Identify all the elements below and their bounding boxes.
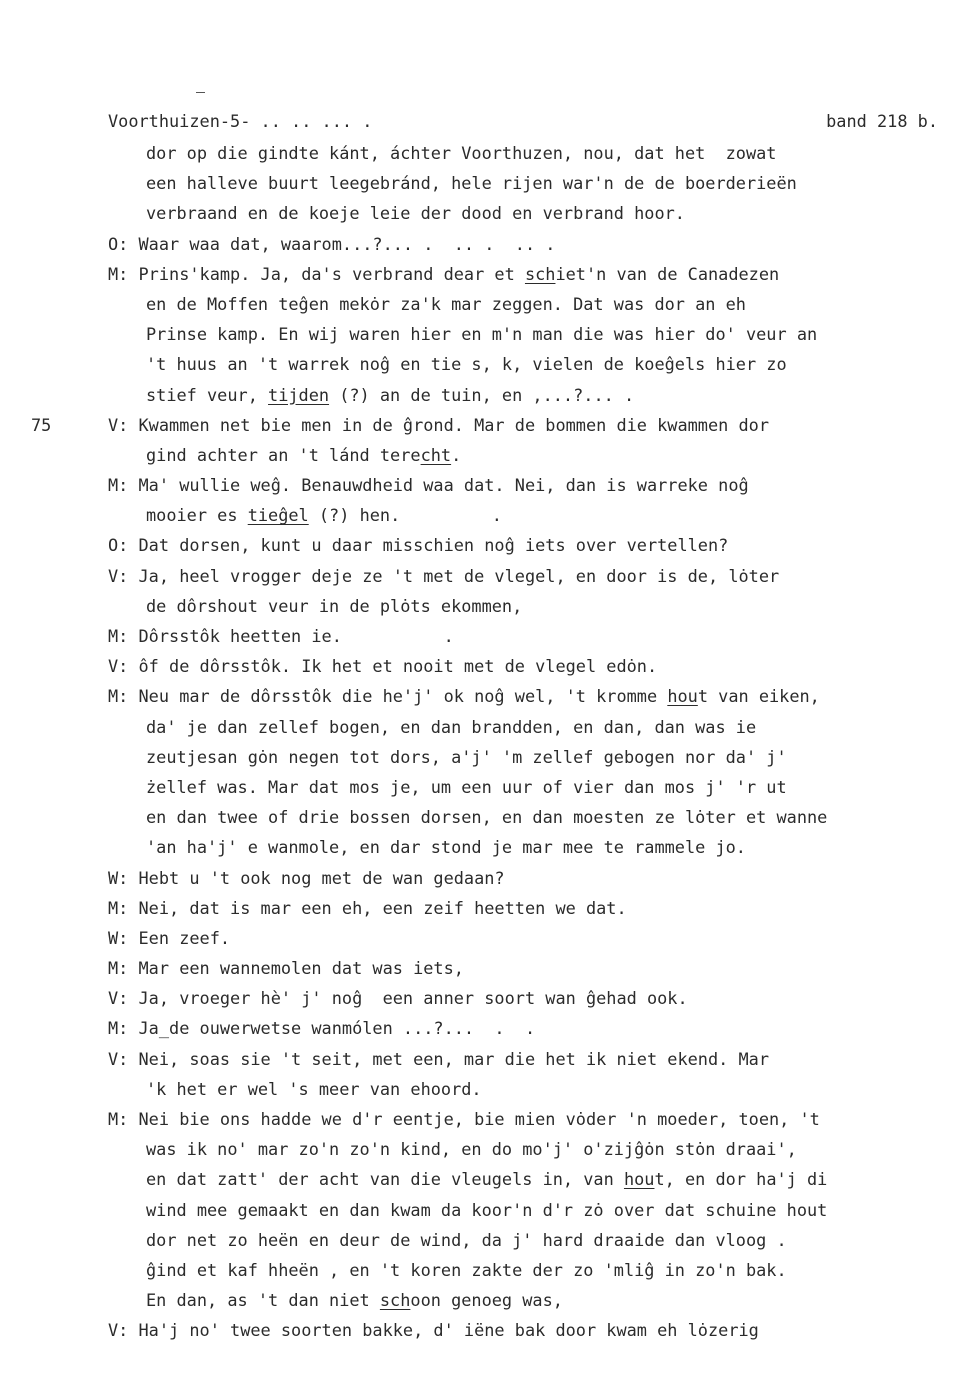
line-text [146, 1164, 827, 1194]
transcript-line [0, 923, 979, 953]
line-text [146, 1285, 563, 1315]
text-segment: iet'n van de Canadezen [555, 263, 780, 284]
text-segment: gind achter an 't lánd tere [146, 444, 421, 465]
text-segment: 't huus an 't warrek noĝ en tie s, k, vielen de koeĝels hier zo [146, 354, 787, 375]
speaker-label: M: [108, 958, 139, 979]
transcript-line [0, 1074, 979, 1104]
line-text [108, 229, 555, 259]
speaker-label: V: [108, 1048, 139, 1069]
margin-line-number: 75 [31, 414, 52, 435]
transcript-line [0, 168, 979, 198]
line-text [108, 983, 688, 1013]
line-text [108, 1044, 769, 1074]
text-segment: de dôrshout veur in de plȯts ekommen, [146, 595, 523, 616]
speaker-label: M: [108, 686, 139, 707]
line-text [146, 500, 502, 530]
speaker-label: M: [108, 626, 139, 646]
line-text [146, 802, 827, 832]
text-segment: . [451, 444, 462, 465]
speaker-label: W: [108, 867, 139, 888]
line-text [108, 1013, 535, 1043]
line-text [146, 168, 797, 198]
line-text [146, 1074, 482, 1104]
transcript-line [0, 802, 979, 832]
line-text [146, 712, 756, 742]
line-text [146, 742, 787, 772]
page-header [108, 108, 938, 134]
text-segment: Ja_de ouwerwetse wanmólen ...?... . . [138, 1018, 536, 1039]
text-segment: (?) hen. . [308, 505, 502, 526]
line-text [146, 591, 522, 621]
speaker-label: V: [108, 565, 139, 586]
header-tape-number: band 218 b. [826, 111, 938, 131]
text-segment: 'k het er wel 's meer van ehoord. [146, 1078, 482, 1099]
text-segment: dor net zo heën en deur de wind, da j' hard draaide dan vloog . [146, 1229, 787, 1250]
transcript-line [0, 1104, 979, 1134]
transcript-line [0, 410, 979, 440]
text-segment: żellef was. Mar dat mos je, um een uur of vier dan mos j' 'r ut [146, 776, 787, 797]
line-text [146, 198, 685, 228]
line-text [108, 681, 820, 711]
text-segment: Nei, soas sie 't seit, met een, mar die het ik niet ekend. Mar [138, 1048, 769, 1069]
line-text [108, 651, 657, 681]
text-segment: was ik no' mar zo'n zo'n kind, en do mo'j' o'zijĝȯn stȯn draai', [146, 1139, 797, 1160]
transcript-line [0, 742, 979, 772]
text-segment: Ha'j no' twee soorten bakke, d' iëne bak door kwam eh lȯzerig [138, 1320, 759, 1341]
text-segment: Kwammen net bie men in de ĝrond. Mar de bommen die kwammen dor [138, 414, 769, 435]
text-segment: t van eiken, [697, 686, 820, 707]
transcript-line [0, 1315, 979, 1345]
transcript-body [0, 138, 979, 1346]
transcript-line [0, 681, 979, 711]
text-segment: Prinse kamp. En wij waren hier en m'n man die was hier do' veur an [146, 324, 818, 345]
line-text [108, 530, 728, 560]
transcript-line [0, 530, 979, 560]
transcript-line [0, 319, 979, 349]
text-segment: en de Moffen teĝen mekȯr za'k mar zeggen. Dat was dor an eh [146, 293, 746, 314]
transcript-line [0, 591, 979, 621]
line-text [108, 621, 454, 651]
transcript-line [0, 138, 979, 168]
text-segment: ôf de dôrsstôk. Ik het et nooit met de vlegel edȯn. [138, 656, 658, 677]
text-segment: Waar waa dat, waarom...?... . .. . .. . [138, 233, 556, 254]
speaker-label: V: [108, 988, 139, 1009]
transcript-line [0, 198, 979, 228]
line-text [146, 1134, 797, 1164]
text-segment: Nei, dat is mar een eh, een zeif heetten we dat. [138, 897, 627, 918]
text-segment: Dôrsstôk heetten ie. . [138, 626, 454, 646]
transcript-line [0, 953, 979, 983]
transcript-line [0, 289, 979, 319]
speaker-label: M: [108, 1018, 139, 1039]
text-segment: stief veur, [146, 384, 269, 405]
top-dash-mark [196, 92, 205, 93]
header-location: Voorthuizen-5- .. .. ... . [108, 111, 373, 131]
speaker-label: W: [108, 927, 139, 948]
line-text [146, 1195, 827, 1225]
speaker-label: V: [108, 414, 139, 435]
transcript-line [0, 500, 979, 530]
speaker-label: V: [108, 656, 139, 677]
text-segment: een halleve buurt leegebránd, hele rijen war'n de de boerderieën [146, 173, 797, 194]
text-segment: en dat zatt' der acht van die vleugels in, van [146, 1169, 624, 1190]
line-text [108, 259, 779, 289]
transcript-line [0, 1285, 979, 1315]
transcript-line [0, 1195, 979, 1225]
text-segment: verbraand en de koeje leie der dood en verbrand hoor. [146, 203, 685, 224]
transcript-line [0, 259, 979, 289]
transcript-line [0, 621, 979, 651]
text-segment: t, en dor ha'j di [654, 1169, 828, 1190]
line-text [108, 953, 464, 983]
text-segment: en dan twee of drie bossen dorsen, en dan moesten ze lȯter et wanne [146, 807, 828, 828]
speaker-label: M: [108, 263, 139, 284]
text-segment: ĝind et kaf hheën , en 't koren zakte der zo 'mliĝ in zo'n bak. [146, 1259, 787, 1280]
underlined-text: tieĝel [247, 505, 309, 526]
line-text [146, 440, 461, 470]
text-segment: Nei bie ons hadde we d'r eentje, bie mien vȯder 'n moeder, toen, 't [138, 1109, 820, 1129]
transcript-line [0, 229, 979, 259]
text-segment: wind mee gemaakt en dan kwam da koor'n d'r zȯ over dat schuine hout [146, 1199, 828, 1220]
transcript-line [0, 1044, 979, 1074]
speaker-label: V: [108, 1320, 139, 1341]
text-segment: En dan, as 't dan niet [146, 1290, 380, 1311]
transcript-line [0, 651, 979, 681]
text-segment: 'an ha'j' e wanmole, en dar stond je mar mee te rammele jo. [146, 837, 746, 858]
transcript-line [0, 772, 979, 802]
transcript-line [0, 440, 979, 470]
text-segment: Ja, vroeger hè' j' noĝ een anner soort wan ĝehad ook. [138, 988, 688, 1009]
transcript-line [0, 893, 979, 923]
underlined-text: sch [379, 1290, 411, 1311]
line-text [108, 410, 769, 440]
line-text [146, 772, 787, 802]
text-segment: Neu mar de dôrsstôk die he'j' ok noĝ wel, 't kromme [138, 686, 668, 707]
speaker-label: M: [108, 1109, 139, 1129]
line-text [146, 380, 634, 410]
line-text [108, 1104, 820, 1134]
speaker-label: O: [108, 233, 139, 254]
underlined-text: tijden [268, 384, 330, 405]
line-text [146, 1225, 787, 1255]
line-text [146, 832, 746, 862]
underlined-text: hou [623, 1169, 655, 1190]
transcript-line [0, 1013, 979, 1043]
transcript-line [0, 863, 979, 893]
transcript-line [0, 561, 979, 591]
speaker-label: M: [108, 475, 139, 496]
text-segment: da' je dan zellef bogen, en dan brandden, en dan, dan was ie [146, 716, 757, 737]
text-segment: oon genoeg was, [410, 1290, 563, 1311]
line-text [108, 893, 627, 923]
line-text [108, 1315, 759, 1345]
transcript-line [0, 1134, 979, 1164]
text-segment: Dat dorsen, kunt u daar misschien noĝ iets over vertellen? [138, 535, 729, 556]
transcript-line [0, 470, 979, 500]
transcript-line [0, 1255, 979, 1285]
transcript-line [0, 1225, 979, 1255]
line-text [146, 1255, 787, 1285]
text-segment: Ma' wullie weĝ. Benauwdheid waa dat. Nei, dan is warreke noĝ [138, 475, 749, 496]
transcript-line [0, 1164, 979, 1194]
transcript-line [0, 712, 979, 742]
line-text [146, 349, 787, 379]
line-text [108, 561, 779, 591]
transcript-line [0, 832, 979, 862]
line-text [146, 289, 746, 319]
text-segment: Mar een wannemolen dat was iets, [138, 958, 464, 979]
transcript-line [0, 983, 979, 1013]
line-text [146, 138, 776, 168]
transcript-line [0, 349, 979, 379]
text-segment: Ja, heel vrogger deje ze 't met de vlegel, en door is de, lȯter [138, 565, 780, 586]
transcript-line [0, 380, 979, 410]
text-segment: (?) an de tuin, en ,...?... . [329, 384, 635, 405]
speaker-label: O: [108, 535, 139, 556]
text-segment: dor op die gindte kánt, áchter Voorthuzen, nou, dat het zowat [146, 143, 777, 163]
text-segment: Een zeef. [138, 927, 231, 948]
text-segment: zeutjesan gȯn negen tot dors, a'j' 'm zellef gebogen nor da' j' [146, 746, 787, 767]
text-segment: Hebt u 't ook nog met de wan gedaan? [138, 867, 505, 888]
underlined-text: sch [524, 263, 556, 284]
speaker-label: M: [108, 897, 139, 918]
line-text [108, 923, 230, 953]
underlined-text: cht [420, 444, 452, 465]
line-text [108, 470, 749, 500]
line-text [146, 319, 817, 349]
line-text [108, 863, 505, 893]
underlined-text: hou [667, 686, 698, 707]
text-segment: mooier es [146, 505, 248, 526]
text-segment: Prins'kamp. Ja, da's verbrand dear et [138, 263, 525, 284]
